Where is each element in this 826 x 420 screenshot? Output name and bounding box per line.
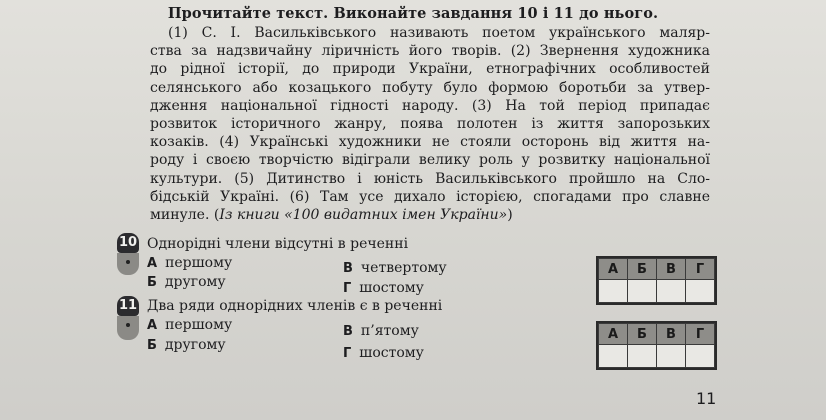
option-text: шостому <box>359 345 424 361</box>
answer-cell[interactable] <box>657 280 686 303</box>
grid-header-cell: Б <box>628 324 657 345</box>
question-marker <box>117 253 139 275</box>
answer-grid <box>596 321 717 370</box>
question-text: Два ряди однорідних членів є в реченні <box>147 298 443 314</box>
passage-line: до рідної історії, до природи України, етнографічних особливостей <box>150 61 710 78</box>
grid-header-cell: А <box>599 324 628 345</box>
source-citation: Із книги «100 видатних імен України» <box>219 207 508 224</box>
passage-line: бідській Україні. (6) Там усе дихало історією, спогадами про славне <box>150 188 710 205</box>
answer-cell[interactable] <box>686 345 715 368</box>
passage-line: селянського або козацького побуту було формою боротьби за утвер- <box>150 79 710 96</box>
answer-option <box>343 260 447 276</box>
reading-passage <box>150 24 710 224</box>
passage-line: культури. (5) Дитинство і юність Васильківського пройшло на Сло- <box>150 170 710 187</box>
option-text: першому <box>165 255 233 271</box>
passage-line: ства за надзвичайну ліричність його творів. (2) Звернення художника <box>150 43 710 60</box>
question-marker <box>117 316 139 340</box>
passage-line: роду і своєю творчістю відіграли велику роль у розвитку національної <box>150 152 710 169</box>
option-letter: В <box>343 324 353 339</box>
passage-line: дження національної гідності народу. (3) На той період припадає <box>150 97 710 114</box>
answer-cell[interactable] <box>599 345 628 368</box>
grid-header-cell: Б <box>628 259 657 280</box>
option-text: четвертому <box>360 260 447 276</box>
question-text: Однорідні члени відсутні в реченні <box>147 236 409 252</box>
passage-text: ) <box>507 207 513 224</box>
grid-header-cell: В <box>657 324 686 345</box>
option-letter: А <box>147 256 158 271</box>
answer-option <box>147 337 226 353</box>
passage-line: козаків. (4) Українські художники не стояли осторонь від життя на- <box>150 134 710 151</box>
passage-line: розвиток історичного жанру, поява полотен із життя запорозьких <box>150 116 710 133</box>
answer-option <box>147 255 232 271</box>
passage-source-line <box>150 206 710 224</box>
answer-cell[interactable] <box>599 280 628 303</box>
option-letter: Б <box>147 338 157 353</box>
option-letter: А <box>147 318 158 333</box>
answer-grid <box>596 256 717 305</box>
grid-header-cell: В <box>657 259 686 280</box>
option-text: першому <box>165 317 233 333</box>
grid-header-cell: А <box>599 259 628 280</box>
page-title: Прочитайте текст. Виконайте завдання 10 і 11 до нього. <box>167 5 659 22</box>
answer-cell[interactable] <box>628 280 657 303</box>
option-text: другому <box>164 337 226 353</box>
passage-text: минуле. ( <box>150 207 220 224</box>
answer-option <box>147 317 232 333</box>
option-text: шостому <box>359 280 424 296</box>
option-letter: Б <box>147 275 157 290</box>
passage-line: (1) С. І. Васильківського називають поетом українського маляр- <box>168 25 710 41</box>
option-text: другому <box>164 274 226 290</box>
page-number: 11 <box>696 389 717 408</box>
question-number-badge: 11 <box>117 296 139 316</box>
answer-cell[interactable] <box>657 345 686 368</box>
option-letter: В <box>343 261 353 276</box>
answer-option <box>147 274 226 290</box>
answer-cell[interactable] <box>686 280 715 303</box>
bullet-dot-icon <box>126 323 130 327</box>
answer-cell[interactable] <box>628 345 657 368</box>
question-number-badge: 10 <box>117 233 139 253</box>
answer-option <box>343 280 424 296</box>
grid-header-cell: Г <box>686 324 715 345</box>
bullet-dot-icon <box>126 260 130 264</box>
answer-option <box>343 323 419 339</box>
option-letter: Г <box>343 281 352 296</box>
option-letter: Г <box>343 346 352 361</box>
grid-header-cell: Г <box>686 259 715 280</box>
answer-option <box>343 345 424 361</box>
option-text: п’ятому <box>360 323 419 339</box>
